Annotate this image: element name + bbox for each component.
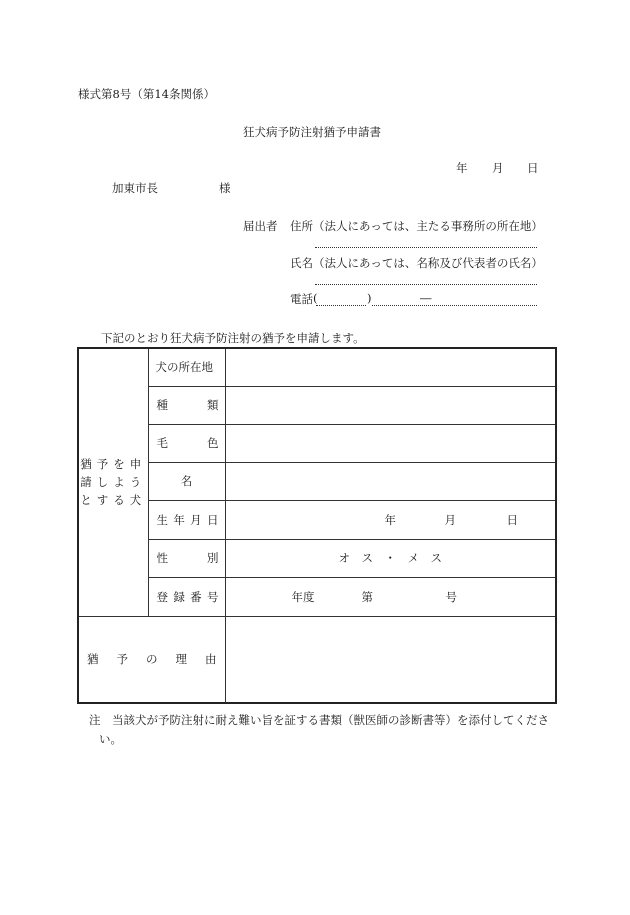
birth-day-label: 日 [506, 512, 518, 527]
row-label-breed: 種 類 [148, 386, 225, 424]
name-field[interactable] [315, 284, 537, 285]
page-title: 狂犬病予防注射猶予申請書 [243, 125, 381, 139]
phone-open-paren: ( [313, 291, 318, 305]
group-label-line-3: とする犬 [80, 493, 147, 508]
date-day-label: 日 [527, 161, 539, 175]
application-table [77, 347, 557, 704]
row-label-birthdate: 生 年 月 日 [148, 500, 225, 539]
date-year-label: 年 [456, 161, 468, 175]
phone-label: 電話 [290, 292, 313, 306]
row-label-registration: 登 録 番 号 [148, 577, 225, 616]
birthdate-field[interactable] [225, 500, 556, 539]
note-line-2: い。 [99, 732, 122, 746]
reg-fiscal-year-label: 年度 [291, 589, 315, 604]
date-month-label: 月 [492, 161, 504, 175]
row-label-sex: 性 別 [148, 539, 225, 577]
reg-number-suffix: 号 [445, 589, 457, 604]
coat-color-field[interactable] [225, 424, 556, 462]
sex-field[interactable] [225, 539, 556, 577]
addressee-name: 加東市長 [112, 181, 158, 195]
phone-number-field[interactable] [372, 305, 537, 306]
row-label-reason: 猶 予 の 理 由 [78, 616, 225, 703]
note-line-1: 当該犬が予防注射に耐え難い旨を証する書類（獣医師の診断書等）を添付してくださ [112, 713, 549, 727]
applicant-label: 届出者 [243, 219, 278, 233]
breed-field[interactable] [225, 386, 556, 424]
phone-area-field[interactable] [316, 305, 366, 306]
phone-dash: ― [420, 291, 432, 305]
registration-field[interactable] [225, 577, 556, 616]
row-label-coat-color: 毛 色 [148, 424, 225, 462]
form-number: 様式第8号（第14条関係） [78, 87, 215, 101]
address-label: 住所（法人にあっては、主たる事務所の所在地） [290, 219, 543, 233]
note-marker: 注 [89, 713, 101, 727]
sex-options: オ ス ・ メ ス [338, 551, 442, 565]
intro-text: 下記のとおり狂犬病予防注射の猶予を申請します。 [101, 331, 365, 345]
phone-close-paren: ) [367, 291, 372, 305]
group-label-line-1: 猶予を申 [80, 457, 147, 472]
birth-year-label: 年 [384, 512, 396, 527]
reg-number-prefix: 第 [361, 589, 373, 604]
name-label: 氏名（法人にあっては、名称及び代表者の氏名） [290, 256, 543, 270]
row-label-name: 名 [148, 462, 225, 500]
dog-group-label [78, 348, 148, 616]
reason-field[interactable] [225, 616, 556, 703]
group-label-line-2: 請しよう [80, 475, 147, 490]
location-field[interactable] [225, 348, 556, 386]
dog-name-field[interactable] [225, 462, 556, 500]
row-label-location: 犬の所在地 [148, 348, 225, 386]
birth-month-label: 月 [444, 512, 456, 527]
addressee-honorific: 様 [219, 181, 231, 195]
address-field[interactable] [315, 247, 537, 248]
